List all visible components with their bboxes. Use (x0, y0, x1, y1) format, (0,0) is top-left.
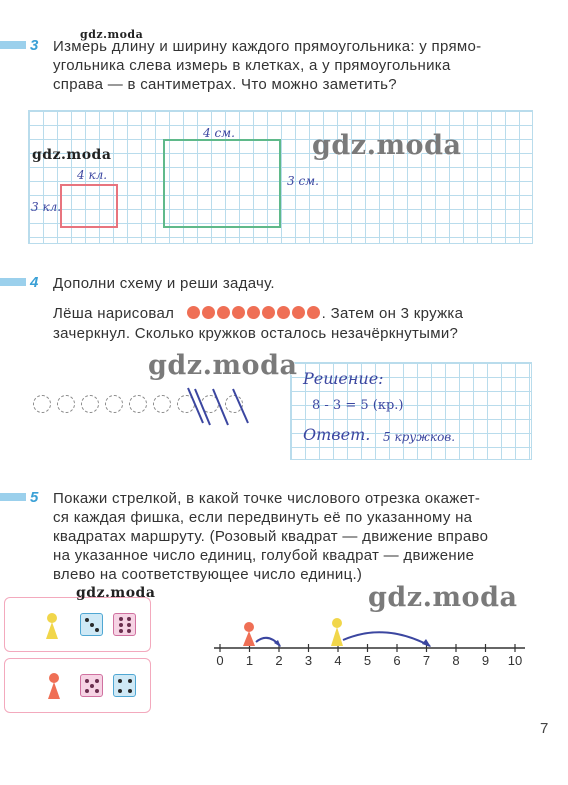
right-rectangle (163, 139, 281, 228)
task-3-text (53, 37, 533, 94)
task-3-line-1: Измерь длину и ширину каждого прямоугольника: у прямо- (53, 38, 482, 55)
arrow-yellow-move (343, 632, 430, 646)
watermark-small-top: gdz.moda (80, 28, 144, 41)
task-5-line-5: влево на соответствующее число единиц.) (53, 566, 363, 583)
problem-start: Лёша нарисовал (53, 305, 175, 322)
watermark-small-1: gdz.moda (32, 147, 112, 163)
blue-die-2 (113, 674, 136, 697)
task-5-line-1: Покажи стрелкой, в какой точке числового отрезка окажет- (53, 490, 481, 507)
red-circle (262, 306, 275, 319)
red-circles-row (187, 305, 322, 324)
scheme-circle (153, 395, 171, 413)
red-circle (217, 306, 230, 319)
left-rect-height-label: 3 кл. (31, 200, 62, 214)
task-3-number: 3 (30, 37, 39, 54)
scheme-circle (57, 395, 75, 413)
number-line-tick-label: 7 (422, 653, 431, 668)
red-circle (292, 306, 305, 319)
task-5-marker (0, 493, 26, 501)
scheme-circle (81, 395, 99, 413)
left-rectangle (60, 184, 118, 228)
number-line-tick-label: 5 (363, 653, 372, 668)
scheme-circle (33, 395, 51, 413)
red-circle (187, 306, 200, 319)
red-piece-icon (43, 671, 65, 701)
number-line-tick-label: 1 (245, 653, 254, 668)
solution-title: Решение: (303, 369, 384, 388)
answer-text: 5 кружков. (383, 430, 456, 444)
task-3-marker (0, 41, 26, 49)
blue-die-1 (80, 613, 103, 636)
left-rect-width-label: 4 кл. (77, 168, 108, 182)
yellow-piece-on-line (331, 618, 343, 646)
right-rect-height-label: 3 см. (287, 174, 319, 188)
scheme-circle (105, 395, 123, 413)
task-4-number: 4 (30, 274, 39, 291)
task-5-text (53, 489, 533, 584)
number-line-tick-label: 6 (393, 653, 401, 668)
answer-label: Ответ. (303, 425, 371, 444)
page-number: 7 (540, 720, 549, 737)
number-line-tick-label: 3 (304, 653, 313, 668)
pink-die-1 (113, 613, 136, 636)
number-line-labels (210, 653, 530, 671)
task-5-number: 5 (30, 489, 39, 506)
task-5-line-3: квадратах маршруту. (Розовый квадрат — движение вправо (53, 528, 489, 545)
cross-stroke-3 (213, 389, 228, 425)
number-line-tick-label: 2 (275, 653, 283, 668)
task-4-problem (53, 304, 533, 343)
watermark-big-1: gdz.moda (312, 130, 462, 161)
number-line-tick-label: 4 (334, 653, 342, 668)
red-piece-on-line (243, 622, 255, 646)
number-line (210, 612, 530, 654)
scheme-circle (129, 395, 147, 413)
problem-line-2: зачеркнул. Сколько кружков осталось незачёркнутыми? (53, 325, 459, 342)
red-circle (202, 306, 215, 319)
cross-strokes (185, 385, 255, 430)
task-4-instruction: Дополни схему и реши задачу. (53, 275, 275, 292)
solution-expression: 8 - 3 = 5 (кр.) (312, 398, 404, 413)
number-line-tick-label: 8 (452, 653, 460, 668)
cross-stroke-4 (233, 389, 248, 423)
pink-die-2 (80, 674, 103, 697)
number-line-tick-label: 0 (216, 653, 224, 668)
red-circle (232, 306, 245, 319)
yellow-piece-icon (41, 611, 63, 641)
right-rect-width-label: 4 см. (203, 126, 235, 140)
red-circle (277, 306, 290, 319)
number-line-tick-label: 9 (481, 653, 490, 668)
task-3-line-2: угольника слева измерь в клетках, а у прямоугольника (53, 57, 451, 74)
route-card-1 (4, 597, 151, 652)
task-5-line-4: на указанное число единиц, голубой квадрат — движение (53, 547, 475, 564)
task-4-marker (0, 278, 26, 286)
task-5-line-2: ся каждая фишка, если передвинуть её по указанному на (53, 509, 473, 526)
cross-stroke-1 (188, 388, 203, 423)
problem-end: . Затем он 3 кружка (321, 305, 464, 322)
number-line-tick-label: 10 (507, 653, 523, 668)
red-circle (247, 306, 260, 319)
watermark-small-2: gdz.moda (76, 585, 156, 601)
route-card-2 (4, 658, 151, 713)
watermark-big-2: gdz.moda (148, 350, 298, 381)
red-circle (307, 306, 320, 319)
watermark-big-3: gdz.moda (368, 582, 518, 613)
task-3-line-3: справа — в сантиметрах. Что можно заметить? (53, 76, 397, 93)
